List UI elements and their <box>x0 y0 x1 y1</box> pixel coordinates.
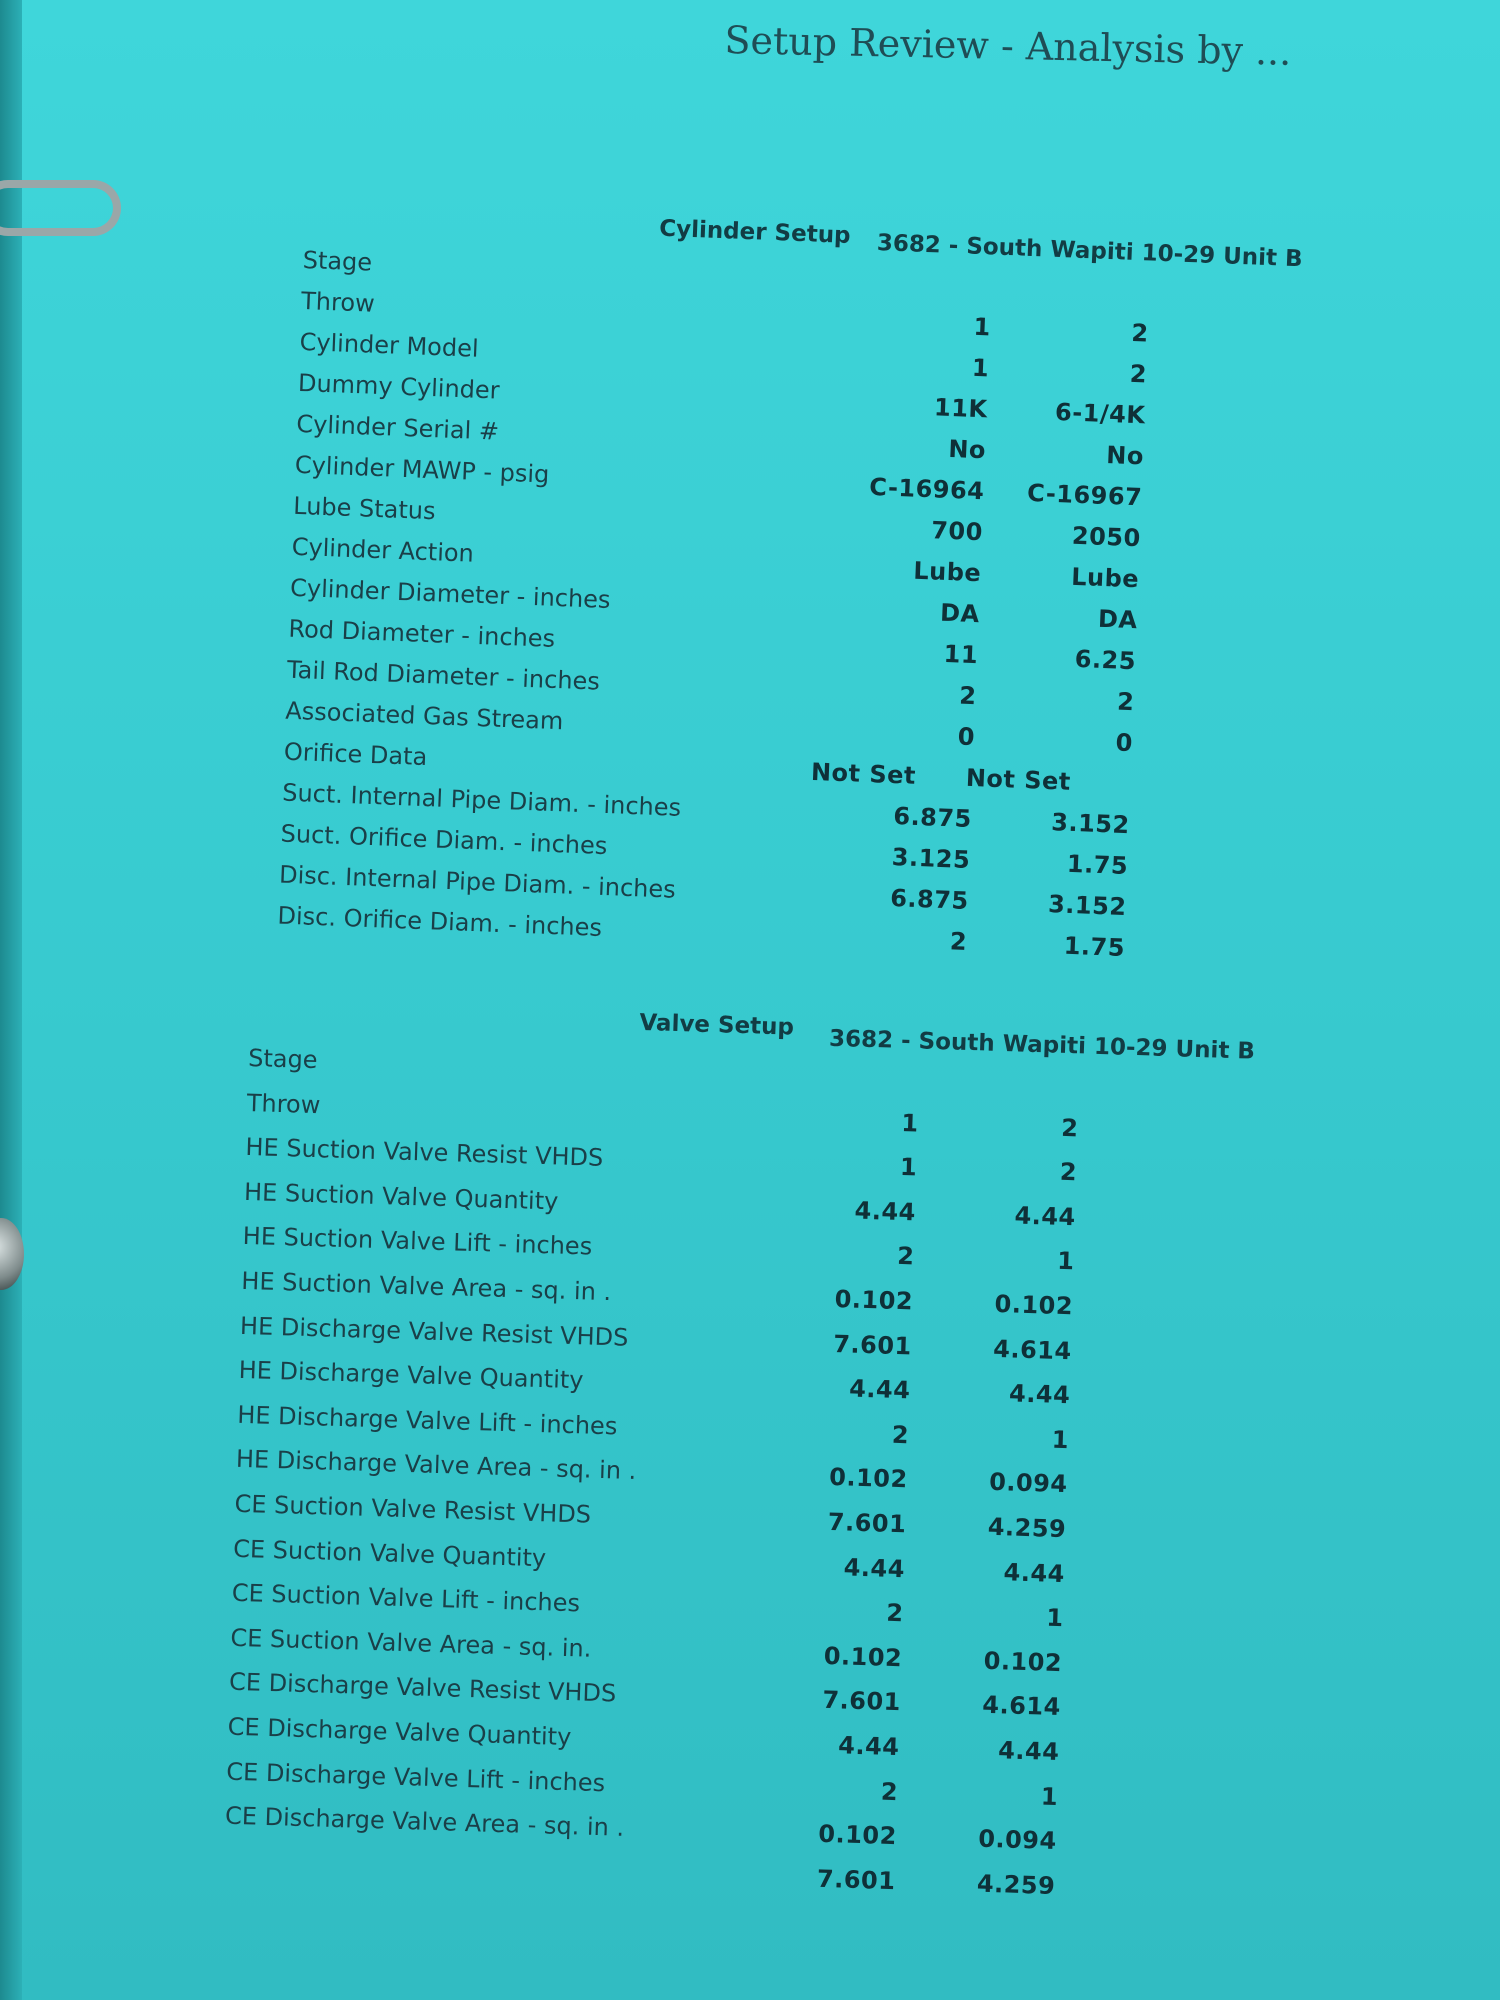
throw-2-value: 6.25 <box>1074 644 1137 676</box>
throw-1-value: 0 <box>957 722 976 752</box>
row-label: CE Discharge Valve Quantity <box>227 1712 572 1752</box>
throw-1-value: DA <box>939 598 981 629</box>
throw-1-value: 7.601 <box>832 1329 913 1360</box>
throw-2-value: 1.75 <box>1066 849 1129 881</box>
row-label: HE Discharge Valve Resist VHDS <box>239 1311 629 1352</box>
throw-1-value: 0.102 <box>834 1284 914 1316</box>
throw-1-value: 0.102 <box>817 1819 898 1851</box>
row-label: Cylinder Diameter - inches <box>289 573 612 615</box>
throw-1-value: 6.875 <box>889 883 970 915</box>
row-label: HE Suction Valve Lift - inches <box>242 1222 593 1261</box>
throw-1-value: No <box>947 434 987 465</box>
throw-2-value: 3.152 <box>1047 890 1128 922</box>
throw-1-value: 2 <box>958 681 978 711</box>
row-label: HE Discharge Valve Quantity <box>238 1355 584 1395</box>
throw-1-value: Not Set <box>810 757 917 790</box>
row-label: HE Suction Valve Resist VHDS <box>245 1133 604 1173</box>
row-label: CE Suction Valve Quantity <box>232 1534 547 1572</box>
row-label: Suct. Internal Pipe Diam. - inches <box>281 778 682 822</box>
row-label: Disc. Orifice Diam. - inches <box>277 901 603 942</box>
row-label: Suct. Orifice Diam. - inches <box>280 819 608 861</box>
throw-2-value: 4.44 <box>1014 1201 1077 1232</box>
throw-1-value: C-16964 <box>868 472 985 506</box>
throw-1-value: 6.875 <box>892 802 973 834</box>
row-label: CE Suction Valve Lift - inches <box>231 1578 581 1618</box>
throw-1-value: 7.601 <box>816 1864 896 1895</box>
throw-2-value: 1.75 <box>1063 931 1126 963</box>
row-label: Throw <box>246 1088 321 1119</box>
throw-1-value: 2 <box>885 1598 905 1628</box>
binder-ring-icon <box>0 180 121 236</box>
throw-1-value: 3.125 <box>891 843 971 875</box>
throw-2-value: DA <box>1097 604 1139 635</box>
throw-2-value: 0 <box>1115 728 1134 758</box>
row-label: HE Suction Valve Area - sq. in . <box>240 1266 612 1307</box>
throw-2-value: 2 <box>1059 1158 1078 1187</box>
throw-1-value: 4.44 <box>843 1552 906 1583</box>
throw-1-value: 0.102 <box>823 1641 903 1672</box>
throw-1-value: 4.44 <box>837 1731 900 1762</box>
throw-2-value: C-16967 <box>1026 478 1143 512</box>
unit-name: 3682 - South Wapiti 10-29 Unit B <box>828 1025 1256 1065</box>
throw-2-value: 4.614 <box>992 1334 1073 1365</box>
throw-2-value: 2 <box>1130 318 1150 348</box>
row-label: Disc. Internal Pipe Diam. - inches <box>278 860 677 904</box>
row-label: Cylinder Model <box>299 327 480 363</box>
row-label: Cylinder Action <box>291 532 475 568</box>
row-label: Stage <box>302 245 373 277</box>
throw-2-value: 2 <box>1060 1113 1079 1142</box>
row-label: HE Suction Valve Quantity <box>243 1177 559 1216</box>
row-label: CE Suction Valve Area - sq. in. <box>230 1623 592 1663</box>
row-label: Associated Gas Stream <box>284 696 564 736</box>
throw-1-value: 1 <box>899 1153 918 1182</box>
throw-2-value: 1 <box>1056 1247 1075 1276</box>
throw-2-value: 4.614 <box>981 1691 1062 1722</box>
throw-1-value: 11 <box>943 639 979 670</box>
throw-1-value: 2 <box>880 1777 899 1806</box>
unit-name: 3682 - South Wapiti 10-29 Unit B <box>876 229 1304 273</box>
row-label: HE Discharge Valve Lift - inches <box>236 1400 618 1441</box>
throw-2-value: 2 <box>1116 687 1135 717</box>
throw-2-value: 1 <box>1045 1603 1064 1633</box>
throw-1-value: 4.44 <box>854 1196 917 1227</box>
throw-1-value: 7.601 <box>827 1507 907 1539</box>
throw-2-value: 1 <box>1040 1782 1059 1811</box>
row-label: Stage <box>247 1043 318 1075</box>
throw-1-value: 1 <box>971 353 990 383</box>
row-label: Orifice Data <box>283 737 428 772</box>
row-label: CE Discharge Valve Area - sq. in . <box>224 1801 625 1842</box>
row-label: HE Discharge Valve Area - sq. in . <box>235 1445 637 1486</box>
row-label: Lube Status <box>292 491 437 526</box>
throw-1-value: 2 <box>949 927 968 956</box>
throw-1-value: 2 <box>891 1420 910 1450</box>
throw-1-value: 0.102 <box>828 1463 909 1494</box>
throw-2-value: 4.259 <box>976 1869 1056 1900</box>
throw-2-value: 6-1/4K <box>1054 397 1146 430</box>
section-title: Cylinder Setup <box>658 215 852 249</box>
page-title: Setup Review - Analysis by ... <box>724 18 1292 74</box>
throw-2-value: 1 <box>1051 1425 1070 1454</box>
throw-2-value: 0.102 <box>983 1646 1063 1677</box>
throw-2-value: 0.094 <box>988 1468 1069 1499</box>
throw-1-value: 2 <box>896 1242 915 1271</box>
row-label: Cylinder MAWP - psig <box>294 450 550 489</box>
section-title: Valve Setup <box>639 1009 795 1041</box>
throw-1-value: Lube <box>912 556 982 588</box>
throw-1-value: 1 <box>900 1108 919 1138</box>
row-label: CE Discharge Valve Lift - inches <box>226 1757 606 1797</box>
throw-2-value: Not Set <box>965 763 1072 796</box>
throw-1-value: 1 <box>972 312 992 342</box>
throw-2-value: No <box>1105 440 1145 471</box>
throw-1-value: 700 <box>930 516 984 547</box>
row-label: Rod Diameter - inches <box>288 614 556 653</box>
throw-2-value: 2 <box>1129 359 1148 389</box>
throw-2-value: 3.152 <box>1050 808 1131 840</box>
throw-2-value: 0.102 <box>994 1289 1074 1321</box>
throw-1-value: 11K <box>933 393 989 424</box>
row-label: Tail Rod Diameter - inches <box>286 655 601 696</box>
throw-1-value: 4.44 <box>848 1374 911 1405</box>
throw-2-value: 4.259 <box>987 1512 1067 1544</box>
throw-2-value: 2050 <box>1071 521 1142 553</box>
throw-2-value: Lube <box>1070 562 1140 594</box>
row-label: Cylinder Serial # <box>295 409 500 446</box>
throw-2-value: 4.44 <box>1008 1379 1071 1410</box>
throw-2-value: 0.094 <box>977 1824 1058 1856</box>
row-label: CE Suction Valve Resist VHDS <box>234 1489 592 1529</box>
throw-2-value: 4.44 <box>997 1736 1060 1766</box>
row-label: Dummy Cylinder <box>297 368 501 405</box>
throw-1-value: 7.601 <box>822 1686 902 1717</box>
throw-2-value: 4.44 <box>1003 1557 1066 1588</box>
row-label: CE Discharge Valve Resist VHDS <box>228 1668 617 1708</box>
row-label: Throw <box>300 286 376 318</box>
